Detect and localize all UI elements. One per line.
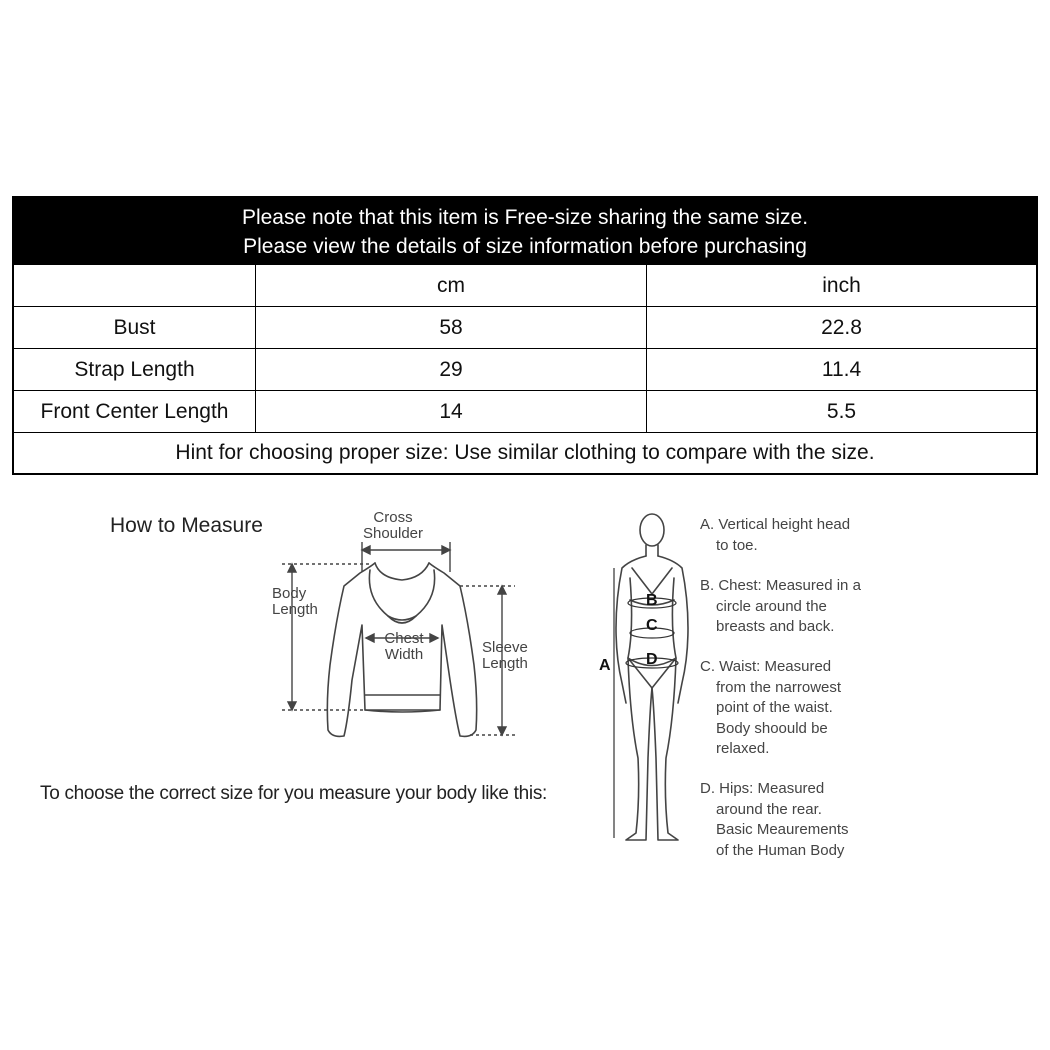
legend-c-line: C. Waist: Measured [700,658,832,675]
body-length-label [272,586,330,618]
sleeve-length-label [482,640,540,672]
legend-c-line: point of the waist. [716,699,833,716]
table-row [14,306,1036,348]
row-cm: 14 [256,391,647,432]
size-hint: Hint for choosing proper size: Use similar clothing to compare with the size. [14,432,1036,473]
legend-b-line: B. Chest: Measured in a [700,577,861,594]
free-size-notice [14,198,1036,265]
legend-a-line: A. Vertical height head [700,516,851,533]
sleeve-length-line1: Sleeve [482,639,528,656]
body-length-line1: Body [272,585,307,602]
legend-c-line: relaxed. [716,740,770,757]
legend-d [700,779,849,861]
row-inch: 11.4 [821,357,862,381]
table-header-row [14,265,1036,306]
legend-d-line: around the rear. [716,800,822,818]
legend-b-line: circle around the [716,597,827,615]
legend-c-line: Body shoould be [716,719,828,737]
legend-d-line: of the Human Body [716,841,845,859]
notice-line-2: Please view the details of size information before purchasing [243,235,807,258]
legend-d-line: Basic Meaurements [716,821,849,838]
header-cm: cm [256,265,647,306]
cross-shoulder-line1: Cross [373,509,413,526]
row-label: Front Center Length [14,391,256,432]
table-row [14,390,1036,432]
notice-line-1: Please note that this item is Free-size sharing the same size. [241,206,809,229]
marker-c: C [646,617,658,634]
row-label: Strap Length [14,349,256,390]
row-cm: 58 [256,307,647,348]
marker-a: A [599,657,611,674]
legend-a [700,515,850,556]
marker-b: B [646,592,658,609]
legend-a-line: to toe. [716,536,758,554]
cross-shoulder-label [362,510,424,542]
cross-shoulder-line2: Shoulder [362,525,424,542]
header-inch: inch [822,273,861,297]
chest-width-line2: Width [384,646,424,663]
size-table [12,196,1038,475]
row-label: Bust [14,307,256,348]
row-inch: 5.5 [826,399,857,423]
legend-b-line: breasts and back. [716,618,835,635]
row-cm: 29 [256,349,647,390]
header-blank [14,265,256,306]
human-body-figure [600,508,700,848]
sleeve-length-line2: Length [482,655,528,672]
body-length-line2: Length [272,601,318,618]
legend-b [700,576,861,638]
legend-d-line: D. Hips: Measured [700,780,825,797]
legend-c [700,657,841,760]
row-inch: 22.8 [821,315,862,339]
table-row [14,348,1036,390]
marker-d: D [646,651,658,668]
chest-width-line1: Chest [384,630,424,647]
chest-width-label [376,631,432,663]
measure-instruction: To choose the correct size for you measure your body like this: [40,783,548,804]
how-to-measure-title: How to Measure [110,514,263,537]
legend-c-line: from the narrowest [716,678,842,696]
